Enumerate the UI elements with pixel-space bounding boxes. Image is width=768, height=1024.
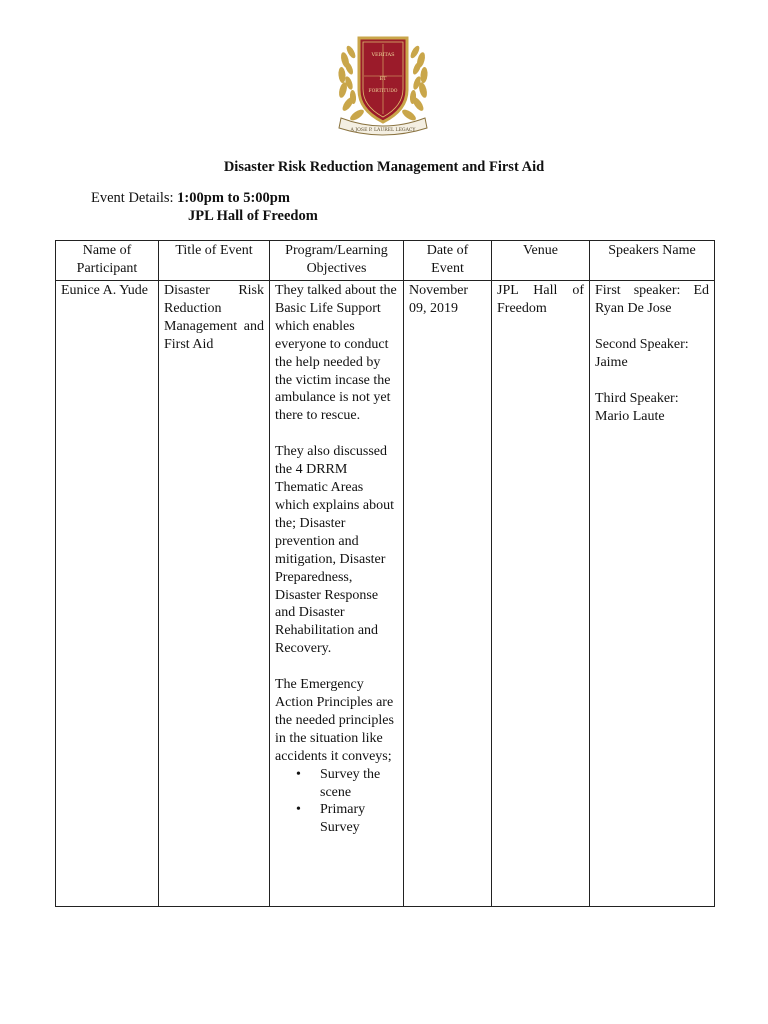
table-header-row	[56, 241, 715, 281]
svg-text:VERITAS: VERITAS	[371, 52, 395, 58]
header-objectives: Program/Learning Objectives	[270, 241, 404, 281]
school-seal-logo	[333, 30, 433, 140]
cell-speakers	[590, 281, 715, 907]
cell-participant: Eunice A. Yude	[56, 281, 159, 907]
cell-date: November 09, 2019	[404, 281, 492, 907]
objectives-paragraph-3: The Emergency Action Principles are the needed principles in the situation like accidents it conveys;	[275, 677, 394, 764]
header-date: Date of Event	[404, 241, 492, 281]
cell-objectives	[270, 281, 404, 907]
speaker-third: Third Speaker: Mario Laute	[595, 390, 679, 424]
bullet-icon: •	[296, 766, 301, 782]
svg-text:A JOSE P. LAUREL LEGACY: A JOSE P. LAUREL LEGACY	[350, 128, 416, 133]
svg-text:FORTITUDO: FORTITUDO	[368, 89, 398, 94]
svg-text:ET: ET	[379, 76, 387, 82]
cell-venue: JPL Hall of Freedom	[492, 281, 590, 907]
objectives-paragraph-2: They also discussed the 4 DRRM Thematic Areas which explains about the; Disaster prevention and mitigation, Disaster Preparedness, Disaster Response and Disaster Rehabilitation and Recovery.	[275, 444, 394, 657]
objectives-bullet-list	[275, 766, 398, 838]
header-participant: Name of Participant	[56, 241, 159, 281]
header-venue: Venue	[492, 241, 590, 281]
speaker-second: Second Speaker: Jaime	[595, 336, 689, 370]
cell-event-title: Disaster Risk Reduction Management and First Aid	[159, 281, 270, 907]
bullet-text: Survey the scene	[320, 766, 381, 800]
event-table	[55, 240, 715, 907]
speaker-first: First speaker: Ed Ryan De Jose	[595, 283, 709, 316]
header-speakers: Speakers Name	[590, 241, 715, 281]
event-time: 1:00pm to 5:00pm	[177, 190, 290, 206]
table-row	[56, 281, 715, 907]
event-details	[91, 189, 318, 225]
list-item	[296, 801, 398, 837]
list-item	[296, 766, 398, 802]
event-details-label: Event Details:	[91, 190, 174, 206]
bullet-icon: •	[296, 802, 301, 818]
header-event-title: Title of Event	[159, 241, 270, 281]
document-title: Disaster Risk Reduction Management and First Aid	[223, 159, 545, 175]
bullet-text: Primary Survey	[320, 802, 366, 836]
objectives-paragraph-1: They talked about the Basic Life Support which enables everyone to conduct the help needed by the victim incase the ambulance is not yet there to rescue.	[275, 283, 397, 424]
event-venue: JPL Hall of Freedom	[188, 208, 318, 224]
